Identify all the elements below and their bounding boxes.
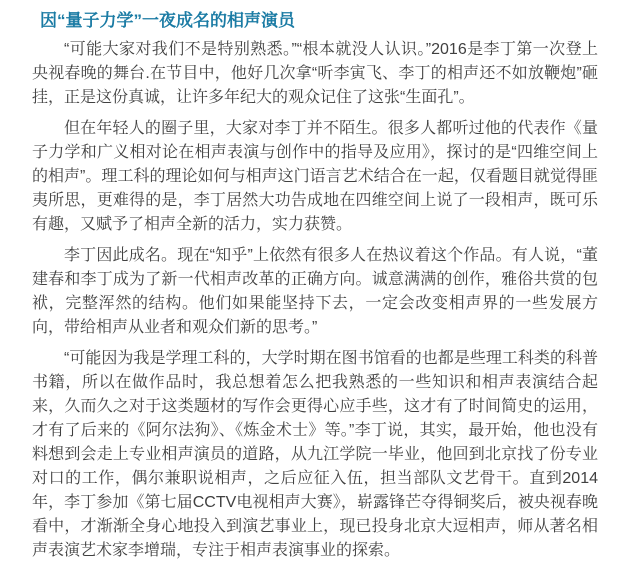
paragraph: “可能因为我是学理工科的，大学时期在图书馆看的也都是些理工科类的科普书籍，所以在做作品时，我总想着怎么把我熟悉的一些知识和相声表演结合起来，久而久之对于这类题材的写作会更得心应手些，这才有了时间简史的运用，才有了后来的《阿尔法狗》、《炼金术士》等。”李丁说，其实，最开始，他也没有料想到会走上专业相声演员的道路，从九江学院一毕业，他回到北京找了份专业对口的工作，偶尔兼职说相声，之后应征入伍，担当部队文艺骨干。直到2014年，李丁参加《第七届CCTV电视相声大赛》，崭露锋芒夺得铜奖后，被央视春晚看中，才渐渐全身心地投入到演艺事业上，现已投身北京大逗相声，师从著名相声表演艺术家李增瑞，专注于相声表演事业的探索。 xyxy=(32,350,598,559)
paragraph: 李丁因此成名。现在“知乎”上依然有很多人在热议着这个作品。有人说，“董建春和李丁成为了新一代相声改革的正确方向。诚意满满的创作，雅俗共赏的包袱，完整浑然的结构。他们如果能坚持下去，一定会改变相声界的一些发展方向，带给相声从业者和观众们新的思考。” xyxy=(32,247,598,336)
paragraph: “可能大家对我们不是特别熟悉。”“根本就没人认识。”2016是李丁第一次登上央视春晚的舞台.在节目中，他好几次拿“听李寅飞、李丁的相声还不如放鞭炮”砸挂，正是这份真诚，让许多年纪大的观众记住了这张“生面孔”。 xyxy=(32,41,598,106)
article-title: 因“量子力学”一夜成名的相声演员 xyxy=(40,11,295,30)
article-body xyxy=(32,38,598,563)
article xyxy=(0,10,630,563)
paragraph: 但在年轻人的圈子里，大家对李丁并不陌生。很多人都听过他的代表作《量子力学和广义相对论在相声表演与创作中的指导及应用》，探讨的是“四维空间上的相声”。理工科的理论如何与相声这门语言艺术结合在一起，仅看题目就觉得匪夷所思，更难得的是，李丁居然大功告成地在四维空间上说了一段相声，既可乐有趣，又赋予了相声全新的活力，实力获赞。 xyxy=(32,120,598,233)
